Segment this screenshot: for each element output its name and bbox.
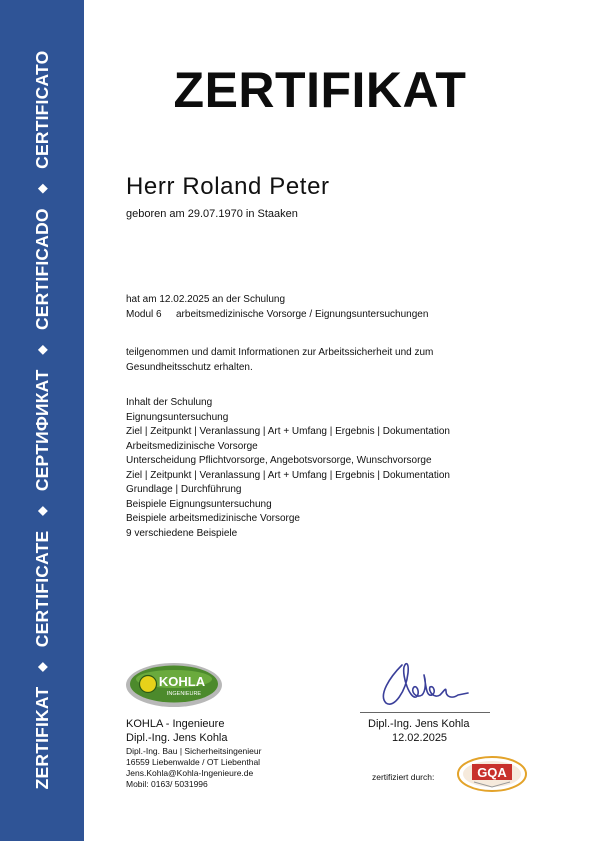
diamond-icon: ◆ xyxy=(35,183,49,194)
issuer-person: Dipl.-Ing. Jens Kohla xyxy=(126,731,228,744)
diamond-icon: ◆ xyxy=(35,662,49,672)
contents-item: Grundlage | Durchführung xyxy=(126,484,242,495)
contents-item: Beispiele Eignungsuntersuchung xyxy=(126,498,272,510)
training-section xyxy=(126,293,428,322)
kohla-logo-subtext: INGENIEURE xyxy=(166,691,202,697)
handwritten-signature xyxy=(372,655,472,710)
signer-name: Dipl.-Ing. Jens Kohla xyxy=(368,718,470,730)
contents-item: 9 verschiedene Beispiele xyxy=(126,527,238,539)
contents-item: Beispiele arbeitsmedizinische Vorsorge xyxy=(126,513,300,524)
contact-line: 16559 Liebenwalde / OT Liebenthal xyxy=(126,757,261,767)
recipient-name: Herr Roland Peter xyxy=(126,173,330,200)
issuer-contact xyxy=(126,746,261,790)
gqa-logo-text: GQA xyxy=(477,765,507,780)
module-number: Modul 6 xyxy=(126,308,162,320)
contact-phone: Mobil: 0163/ 5031996 xyxy=(126,779,208,789)
recipient-birth: geboren am 29.07.1970 in Staaken xyxy=(126,208,298,220)
statement-line: teilgenommen und damit Informationen zur Arbeitssicherheit und zum xyxy=(126,347,434,358)
contact-line: Dipl.-Ing. Bau | Sicherheitsingenieur xyxy=(126,746,262,756)
diamond-icon: ◆ xyxy=(35,506,49,516)
issuer-company: KOHLA - Ingenieure xyxy=(126,718,225,730)
diamond-icon: ◆ xyxy=(35,345,49,355)
contents-item: Eignungsuntersuchung xyxy=(126,411,229,423)
training-module xyxy=(126,308,428,323)
side-band xyxy=(0,0,84,841)
certificate-title: ZERTIFIKAT xyxy=(173,62,467,118)
statement xyxy=(126,346,433,375)
side-band-text xyxy=(27,20,57,820)
band-word: CERTIFICATE xyxy=(32,530,52,648)
contents-item: Ziel | Zeitpunkt | Veranlassung | Art + Umfang | Ergebnis | Dokumentation xyxy=(126,469,450,481)
module-title: arbeitsmedizinische Vorsorge / Eignungsuntersuchungen xyxy=(176,308,429,320)
issuer-block xyxy=(126,718,228,745)
signature-date: 12.02.2025 xyxy=(392,732,448,744)
statement-line: Gesundheitsschutz erhalten. xyxy=(126,361,253,373)
band-word: CERTIFICADO xyxy=(32,208,52,331)
kohla-logo-text: KOHLA xyxy=(158,674,206,689)
contents-item: Unterscheidung Pflichtvorsorge, Angebotsvorsorge, Wunschvorsorge xyxy=(126,455,432,466)
contents-item: Arbeitsmedizinische Vorsorge xyxy=(126,440,258,452)
band-word: ZERTIFIKAT xyxy=(32,686,52,790)
signature-line xyxy=(360,712,490,713)
band-word: СЕРТИФИКАТ xyxy=(32,369,52,492)
training-intro: hat am 12.02.2025 an der Schulung xyxy=(126,294,286,305)
kohla-logo xyxy=(124,660,224,710)
gqa-logo xyxy=(456,754,528,794)
contents-heading: Inhalt der Schulung xyxy=(126,397,213,408)
contact-email: Jens.Kohla@Kohla-Ingenieure.de xyxy=(126,768,254,778)
contents-item: Ziel | Zeitpunkt | Veranlassung | Art + Umfang | Ergebnis | Dokumentation xyxy=(126,426,450,437)
contents-section xyxy=(126,396,450,541)
band-word: CERTIFICATO xyxy=(32,50,52,169)
certified-by-label: zertifiziert durch: xyxy=(372,772,435,782)
